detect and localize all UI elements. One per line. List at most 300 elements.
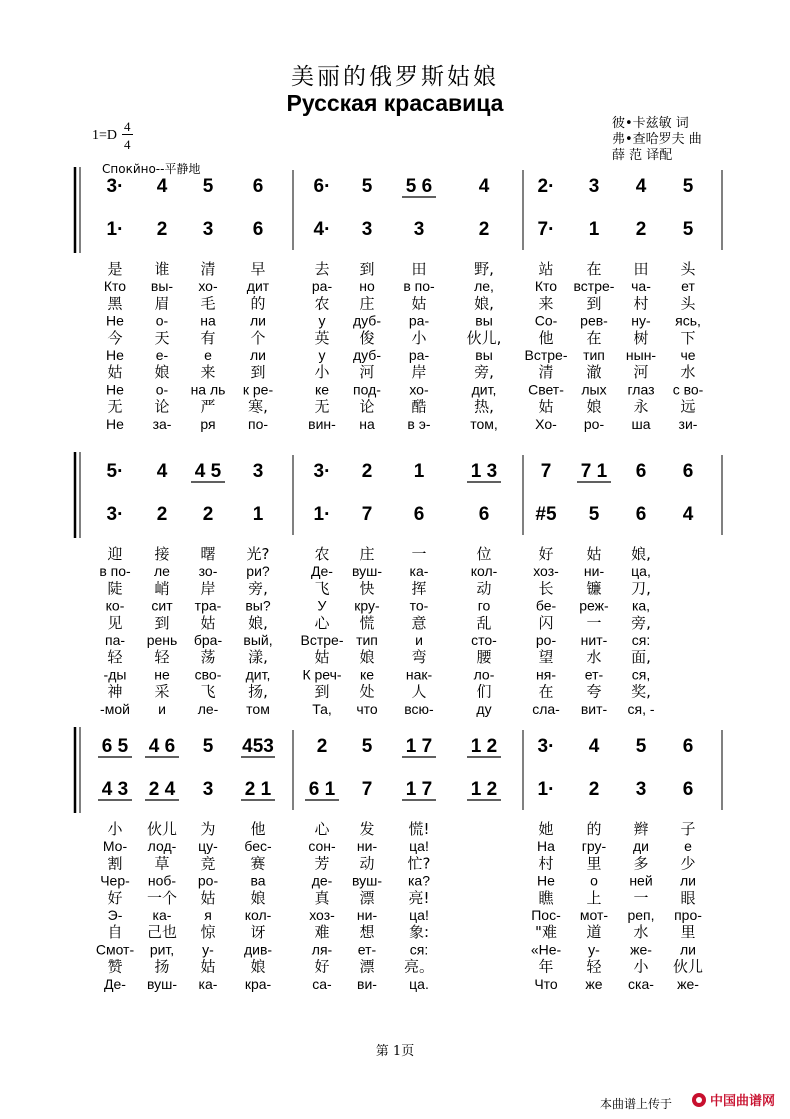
note-upper: 6 [635, 461, 647, 482]
lyric-syllable: 旁, [631, 613, 651, 632]
note-upper: 5 [361, 736, 373, 757]
lyric-syllable: под- [353, 381, 381, 398]
lyric-syllable: бе- [535, 597, 557, 614]
lyric-syllable: 毛 [200, 294, 216, 313]
lyric-syllable: ся: [631, 632, 651, 648]
lyric-syllable: На [537, 838, 555, 855]
lyric-syllable: 伙儿 [672, 957, 704, 976]
lyric-syllable: 娘, [474, 294, 494, 313]
lyric-syllable: 里 [680, 923, 696, 942]
lyric-syllable: е [204, 347, 212, 363]
lyric-syllable: ну- [631, 312, 651, 329]
lyric-syllable: 扬 [154, 957, 170, 976]
lyric-syllable: ней [629, 872, 653, 889]
lyric-syllable: 庄 [359, 545, 375, 563]
lyric-syllable: 真 [314, 888, 330, 907]
lyric-syllable: 曙 [200, 545, 216, 563]
lyric-syllable: дит, [471, 381, 497, 398]
lyric-syllable: ло- [473, 666, 495, 683]
lyric-syllable: том, [470, 415, 498, 432]
lyric-syllable: Что [534, 975, 558, 992]
lyric-syllable: вуш- [351, 872, 383, 889]
lyric-syllable: том [246, 700, 270, 717]
lyric-syllable: сво- [194, 666, 222, 683]
note-upper: 5 [202, 176, 214, 197]
lyric-syllable: 长 [538, 579, 554, 598]
lyric-syllable: Де- [104, 975, 126, 992]
time-signature-bottom: 4 [124, 137, 131, 152]
lyric-syllable: ша [631, 415, 651, 432]
note-lower: 1 7 [405, 779, 433, 800]
note-upper: 1 [413, 461, 425, 482]
lyric-syllable: вы- [150, 278, 174, 295]
lyric-syllable: 无 [107, 397, 123, 416]
lyric-syllable: 漾, [248, 648, 268, 667]
lyric-syllable: ка? [407, 872, 431, 889]
lyric-syllable: де- [311, 872, 333, 889]
lyric-syllable: "难 [535, 923, 557, 942]
upload-notice: 本曲谱上传于 [600, 1097, 673, 1111]
lyric-syllable: ся: [409, 941, 429, 958]
lyric-syllable: Свет- [528, 381, 564, 398]
note-upper: 3 [588, 176, 600, 197]
lyric-syllable: 永 [633, 397, 649, 416]
lyric-syllable: вы [475, 312, 493, 329]
lyric-syllable: 英 [314, 328, 330, 347]
lyric-syllable: 草 [154, 854, 170, 873]
lyric-syllable: Не [106, 347, 124, 363]
lyric-syllable: вуш- [351, 563, 383, 580]
lyric-syllable: Не [106, 415, 124, 432]
lyric-syllable: 酷 [411, 397, 427, 416]
lyric-syllable: 道 [586, 923, 602, 942]
lyric-syllable: 岸 [411, 363, 427, 382]
lyric-syllable: же [585, 975, 603, 992]
lyric-syllable: Не [106, 312, 124, 329]
lyric-syllable: ду [476, 700, 492, 717]
lyric-syllable: 热, [474, 397, 494, 416]
lyric-syllable: ет- [584, 666, 604, 683]
note-upper: 4 [478, 176, 490, 197]
lyric-syllable: 扬, [248, 682, 268, 701]
lyric-syllable: к ре- [242, 381, 274, 398]
lyric-syllable: дуб- [352, 347, 382, 363]
lyric-syllable: 到 [250, 363, 266, 382]
lyric-syllable: лых [581, 381, 607, 398]
lyric-syllable: 来 [538, 294, 554, 313]
lyric-syllable: ви- [357, 975, 377, 992]
note-lower: 3 [635, 779, 647, 800]
lyric-syllable: тра- [194, 597, 222, 614]
lyric-syllable: 位 [476, 545, 492, 563]
lyric-syllable: зи- [678, 415, 698, 432]
lyric-syllable: кол- [244, 907, 272, 923]
lyric-syllable: 姑 [200, 613, 216, 632]
note-lower: 6 [252, 219, 264, 240]
note-lower: 6 1 [308, 779, 336, 800]
lyric-syllable: го [477, 597, 491, 614]
note-upper: 4 6 [148, 736, 176, 757]
lyric-syllable: бра- [193, 632, 223, 648]
lyric-syllable: в э- [407, 415, 431, 432]
lyric-syllable: Э- [107, 907, 123, 923]
lyric-syllable: нит- [580, 632, 608, 648]
lyric-syllable: 下 [680, 328, 696, 347]
lyric-syllable: реп, [627, 907, 655, 923]
lyric-syllable: Не [537, 872, 555, 889]
lyric-syllable: кра- [244, 975, 272, 992]
lyric-syllable: 惊 [200, 923, 216, 942]
lyric-syllable: 是 [107, 260, 123, 278]
note-lower: 6 [635, 504, 647, 525]
note-lower: 3 [202, 219, 214, 240]
lyric-syllable: ца! [409, 838, 429, 855]
lyric-syllable: и [158, 700, 166, 717]
lyric-syllable: К реч- [302, 666, 342, 683]
lyric-syllable: 奖, [631, 682, 651, 701]
lyric-syllable: ца, [631, 563, 651, 580]
lyric-syllable: 人 [411, 682, 427, 701]
lyric-syllable: сон- [308, 838, 336, 855]
note-upper: 4 [156, 176, 168, 197]
note-upper: 4 [635, 176, 647, 197]
song-title-russian: Русская красавица [286, 90, 504, 116]
lyric-syllable: 轻 [154, 648, 170, 667]
lyric-syllable: 姑 [411, 294, 427, 313]
lyric-syllable: 瞧 [538, 888, 554, 907]
lyric-syllable: сто- [471, 632, 497, 648]
note-lower: 1· [313, 504, 331, 525]
lyric-syllable: 意 [411, 613, 427, 632]
note-lower: 7 [361, 504, 373, 525]
lyric-syllable: вит- [580, 700, 608, 717]
lyric-syllable: 寒, [248, 397, 268, 416]
lyric-syllable: 少 [680, 854, 696, 873]
lyric-syllable: 有 [200, 328, 216, 347]
lyric-syllable: 弯 [411, 648, 427, 667]
lyric-syllable: 赛 [250, 854, 266, 873]
lyric-syllable: 刀, [631, 579, 651, 598]
lyric-syllable: 姑 [200, 888, 216, 907]
lyric-syllable: 到 [314, 682, 330, 701]
lyric-syllable: 在 [586, 260, 602, 278]
note-upper: 5 [635, 736, 647, 757]
lyric-syllable: ноб- [147, 872, 177, 889]
lyric-syllable: 河 [633, 363, 649, 382]
lyric-syllable: -ды [103, 666, 127, 683]
lyric-syllable: 姑 [200, 957, 216, 976]
lyric-syllable: 农 [314, 545, 330, 563]
lyric-syllable: 今 [107, 328, 123, 347]
lyric-syllable: 多 [633, 854, 649, 873]
lyric-syllable: про- [674, 907, 702, 923]
lyric-syllable: 田 [411, 260, 427, 278]
tempo-marking: Спокйно--平静地 [102, 162, 201, 176]
lyric-syllable: ро- [535, 632, 557, 648]
credit-translator: 薛 范 译配 [612, 148, 673, 163]
lyric-syllable: 到 [586, 294, 602, 313]
lyric-syllable: 动 [359, 854, 375, 873]
note-lower: 2 [478, 219, 490, 240]
lyric-syllable: ро- [583, 415, 605, 432]
lyric-syllable: 旁, [474, 363, 494, 382]
lyric-syllable: 无 [314, 397, 330, 416]
lyric-syllable: ка- [198, 975, 218, 992]
lyric-syllable: о- [155, 381, 169, 398]
lyric-syllable: бес- [244, 838, 272, 855]
lyric-syllable: ни- [583, 563, 605, 580]
lyric-syllable: вы [475, 347, 493, 363]
lyric-syllable: ча- [631, 278, 651, 295]
lyric-syllable: 在 [538, 682, 554, 701]
lyric-syllable: хо- [198, 278, 218, 295]
note-upper: 5 6 [405, 176, 433, 197]
note-upper: 1 7 [405, 736, 433, 757]
lyric-syllable: 割 [107, 854, 123, 873]
lyric-syllable: Кто [534, 278, 558, 295]
lyric-syllable: 好 [107, 888, 123, 907]
lyric-syllable: не [154, 666, 170, 683]
note-lower: 4 3 [101, 779, 129, 800]
lyric-syllable: 竞 [200, 854, 216, 873]
lyric-syllable: 站 [538, 260, 554, 278]
lyric-syllable: в по- [99, 563, 131, 580]
note-upper: 3 [252, 461, 264, 482]
lyric-syllable: ни- [356, 907, 378, 923]
lyric-syllable: вин- [308, 415, 336, 432]
lyric-syllable: 轻 [107, 648, 123, 667]
note-upper: 6 [682, 736, 694, 757]
lyric-syllable: 姑 [107, 363, 123, 382]
lyric-syllable: на [200, 312, 216, 329]
lyric-syllable: ва [250, 872, 266, 889]
note-upper: 1 2 [470, 736, 498, 757]
lyric-syllable: хоз- [533, 563, 559, 580]
lyric-syllable: 眉 [154, 294, 170, 313]
lyric-syllable: 荡 [200, 648, 216, 667]
lyric-syllable: 夸 [586, 682, 602, 701]
lyric-syllable: 娘 [250, 888, 266, 907]
lyric-syllable: 小 [314, 363, 330, 382]
lyric-syllable: у- [202, 941, 214, 958]
lyric-syllable: 他 [538, 328, 554, 347]
lyric-syllable: ли [250, 312, 266, 329]
lyric-syllable: ся, [631, 666, 651, 683]
lyric-syllable: Со- [534, 312, 558, 329]
lyric-syllable: 慌! [408, 820, 430, 838]
note-lower: 6 [478, 504, 490, 525]
lyric-syllable: всю- [404, 700, 434, 717]
lyric-syllable: ри? [246, 563, 270, 580]
lyric-syllable: 小 [633, 957, 649, 976]
lyric-syllable: ка- [152, 907, 172, 923]
note-lower: 1 [252, 504, 264, 525]
lyric-syllable: 发 [359, 820, 375, 838]
note-upper: 7 [540, 461, 552, 482]
lyric-syllable: 见 [107, 613, 123, 632]
lyric-syllable: но [359, 278, 375, 295]
note-lower: 7 [361, 779, 373, 800]
lyric-syllable: ца. [409, 975, 429, 992]
lyric-syllable: 神 [107, 682, 123, 701]
lyric-syllable: 她 [538, 820, 554, 838]
lyric-syllable: па- [104, 632, 126, 648]
lyric-syllable: 面, [631, 648, 651, 667]
lyric-syllable: 远 [680, 397, 696, 416]
lyric-syllable: 慌 [359, 613, 375, 632]
lyric-syllable: 严 [200, 397, 216, 416]
lyric-syllable: 小 [411, 328, 427, 347]
lyric-syllable: ра- [408, 347, 430, 363]
lyric-syllable: 自 [107, 923, 123, 942]
lyric-syllable: Встре- [524, 347, 568, 363]
time-signature-top: 4 [124, 119, 131, 134]
lyric-syllable: 讶 [250, 923, 266, 942]
lyric-syllable: У [317, 597, 327, 614]
lyric-syllable: 水 [586, 648, 602, 667]
lyric-syllable: вый, [243, 632, 273, 648]
lyric-syllable: ца! [409, 907, 429, 923]
lyric-syllable: то- [409, 597, 429, 614]
lyric-syllable: ко- [105, 597, 125, 614]
key-signature: 1=D [92, 128, 118, 143]
lyric-syllable: 为 [200, 820, 216, 838]
lyric-syllable: 水 [680, 363, 696, 382]
lyric-syllable: 漂 [359, 888, 375, 907]
lyric-syllable: 闪 [538, 613, 554, 632]
lyric-syllable: 早 [250, 260, 266, 278]
lyric-syllable: 庄 [359, 294, 375, 313]
note-upper: 5 [202, 736, 214, 757]
lyric-syllable: 腰 [476, 648, 492, 667]
note-upper: 2 [316, 736, 328, 757]
lyric-syllable: 清 [538, 363, 554, 382]
lyric-syllable: 小 [107, 820, 123, 838]
lyric-syllable: 上 [586, 888, 602, 907]
lyric-syllable: 姑 [538, 397, 554, 416]
lyric-syllable: рень [146, 632, 178, 648]
note-upper: 3· [313, 461, 331, 482]
lyric-syllable: лод- [147, 838, 177, 855]
lyric-syllable: 他 [250, 820, 266, 838]
lyric-syllable: 黑 [107, 294, 123, 313]
site-logo [690, 1090, 785, 1110]
note-upper: 4 [588, 736, 600, 757]
note-upper: 4 [156, 461, 168, 482]
lyric-syllable: ли [680, 872, 696, 889]
lyric-syllable: ле- [197, 700, 219, 717]
lyric-syllable: 想 [359, 923, 375, 942]
lyric-syllable: див- [243, 941, 273, 958]
lyric-syllable: дит [246, 278, 270, 295]
lyric-syllable: 望 [538, 648, 554, 667]
lyric-syllable: нак- [405, 666, 433, 683]
lyric-syllable: 到 [154, 613, 170, 632]
lyric-syllable: 娘 [250, 957, 266, 976]
lyric-syllable: 亮! [408, 888, 430, 907]
note-lower: 6 [413, 504, 425, 525]
note-upper: 6· [313, 176, 331, 197]
lyric-syllable: са- [312, 975, 332, 992]
lyric-syllable: ра- [408, 312, 430, 329]
lyric-syllable: 伙儿 [146, 820, 178, 838]
note-upper: 5 [361, 176, 373, 197]
lyric-syllable: 里 [586, 854, 602, 873]
note-upper: 3· [106, 176, 124, 197]
lyric-syllable: ни- [356, 838, 378, 855]
lyric-syllable: нын- [625, 347, 657, 363]
lyric-syllable: дуб- [352, 312, 382, 329]
note-upper: 5 [682, 176, 694, 197]
lyric-syllable: 的 [586, 820, 602, 838]
lyric-syllable: ря [200, 415, 216, 432]
lyric-syllable: ясь, [675, 312, 701, 329]
lyric-syllable: ле, [474, 278, 494, 295]
lyric-syllable: 一 [411, 545, 427, 563]
lyric-syllable: Хо- [535, 415, 557, 432]
lyric-syllable: 飞 [200, 682, 216, 701]
lyric-syllable: 娘 [586, 397, 602, 416]
lyric-syllable: за- [152, 415, 172, 432]
lyric-syllable: вуш- [146, 975, 178, 992]
note-lower: 1 2 [470, 779, 498, 800]
lyric-syllable: ди [633, 838, 649, 855]
note-lower: 5 [682, 219, 694, 240]
lyric-syllable: ля- [311, 941, 333, 958]
lyric-syllable: 娘, [248, 613, 268, 632]
lyric-syllable: 镰 [586, 579, 602, 598]
lyric-syllable: 的 [250, 294, 266, 313]
lyric-syllable: 个 [250, 328, 266, 347]
lyric-syllable: кол- [470, 563, 498, 580]
note-lower: 2 1 [244, 779, 272, 800]
lyric-syllable: 一个 [146, 888, 178, 907]
lyric-syllable: ет- [357, 941, 377, 958]
note-lower: 3 [413, 219, 425, 240]
note-lower: 3 [202, 779, 214, 800]
lyric-syllable: 头 [680, 260, 696, 278]
note-upper: 6 [252, 176, 264, 197]
lyric-syllable: ли [250, 347, 266, 363]
lyric-syllable: 一 [633, 888, 649, 907]
lyric-syllable: 来 [200, 363, 216, 382]
lyric-syllable: по- [247, 415, 269, 432]
lyric-syllable: у [318, 347, 326, 363]
lyric-syllable: ня- [536, 666, 556, 683]
note-lower: 7· [537, 219, 555, 240]
note-lower: 2 4 [148, 779, 176, 800]
note-upper: 3· [537, 736, 555, 757]
lyric-syllable: 论 [154, 397, 170, 416]
lyric-syllable: в по- [403, 278, 435, 295]
lyric-syllable: 一 [586, 613, 602, 632]
page-number: 第 1页 [375, 1044, 415, 1059]
credit-lyricist: 彼•卡兹敏 词 [612, 116, 689, 131]
lyric-syllable: тип [356, 632, 378, 648]
note-lower: 2 [202, 504, 214, 525]
lyric-syllable: 迎 [107, 545, 123, 563]
lyric-syllable: 清 [200, 260, 216, 278]
lyric-syllable: -мой [100, 700, 130, 717]
note-lower: 5 [588, 504, 600, 525]
note-lower: 4 [682, 504, 694, 525]
lyric-syllable: на ль [190, 381, 226, 398]
lyric-syllable: Кто [103, 278, 127, 295]
lyric-syllable: на [359, 415, 375, 432]
lyric-syllable: ска- [628, 975, 654, 992]
lyric-syllable: 们 [476, 682, 492, 701]
lyric-syllable: ле [154, 563, 170, 580]
